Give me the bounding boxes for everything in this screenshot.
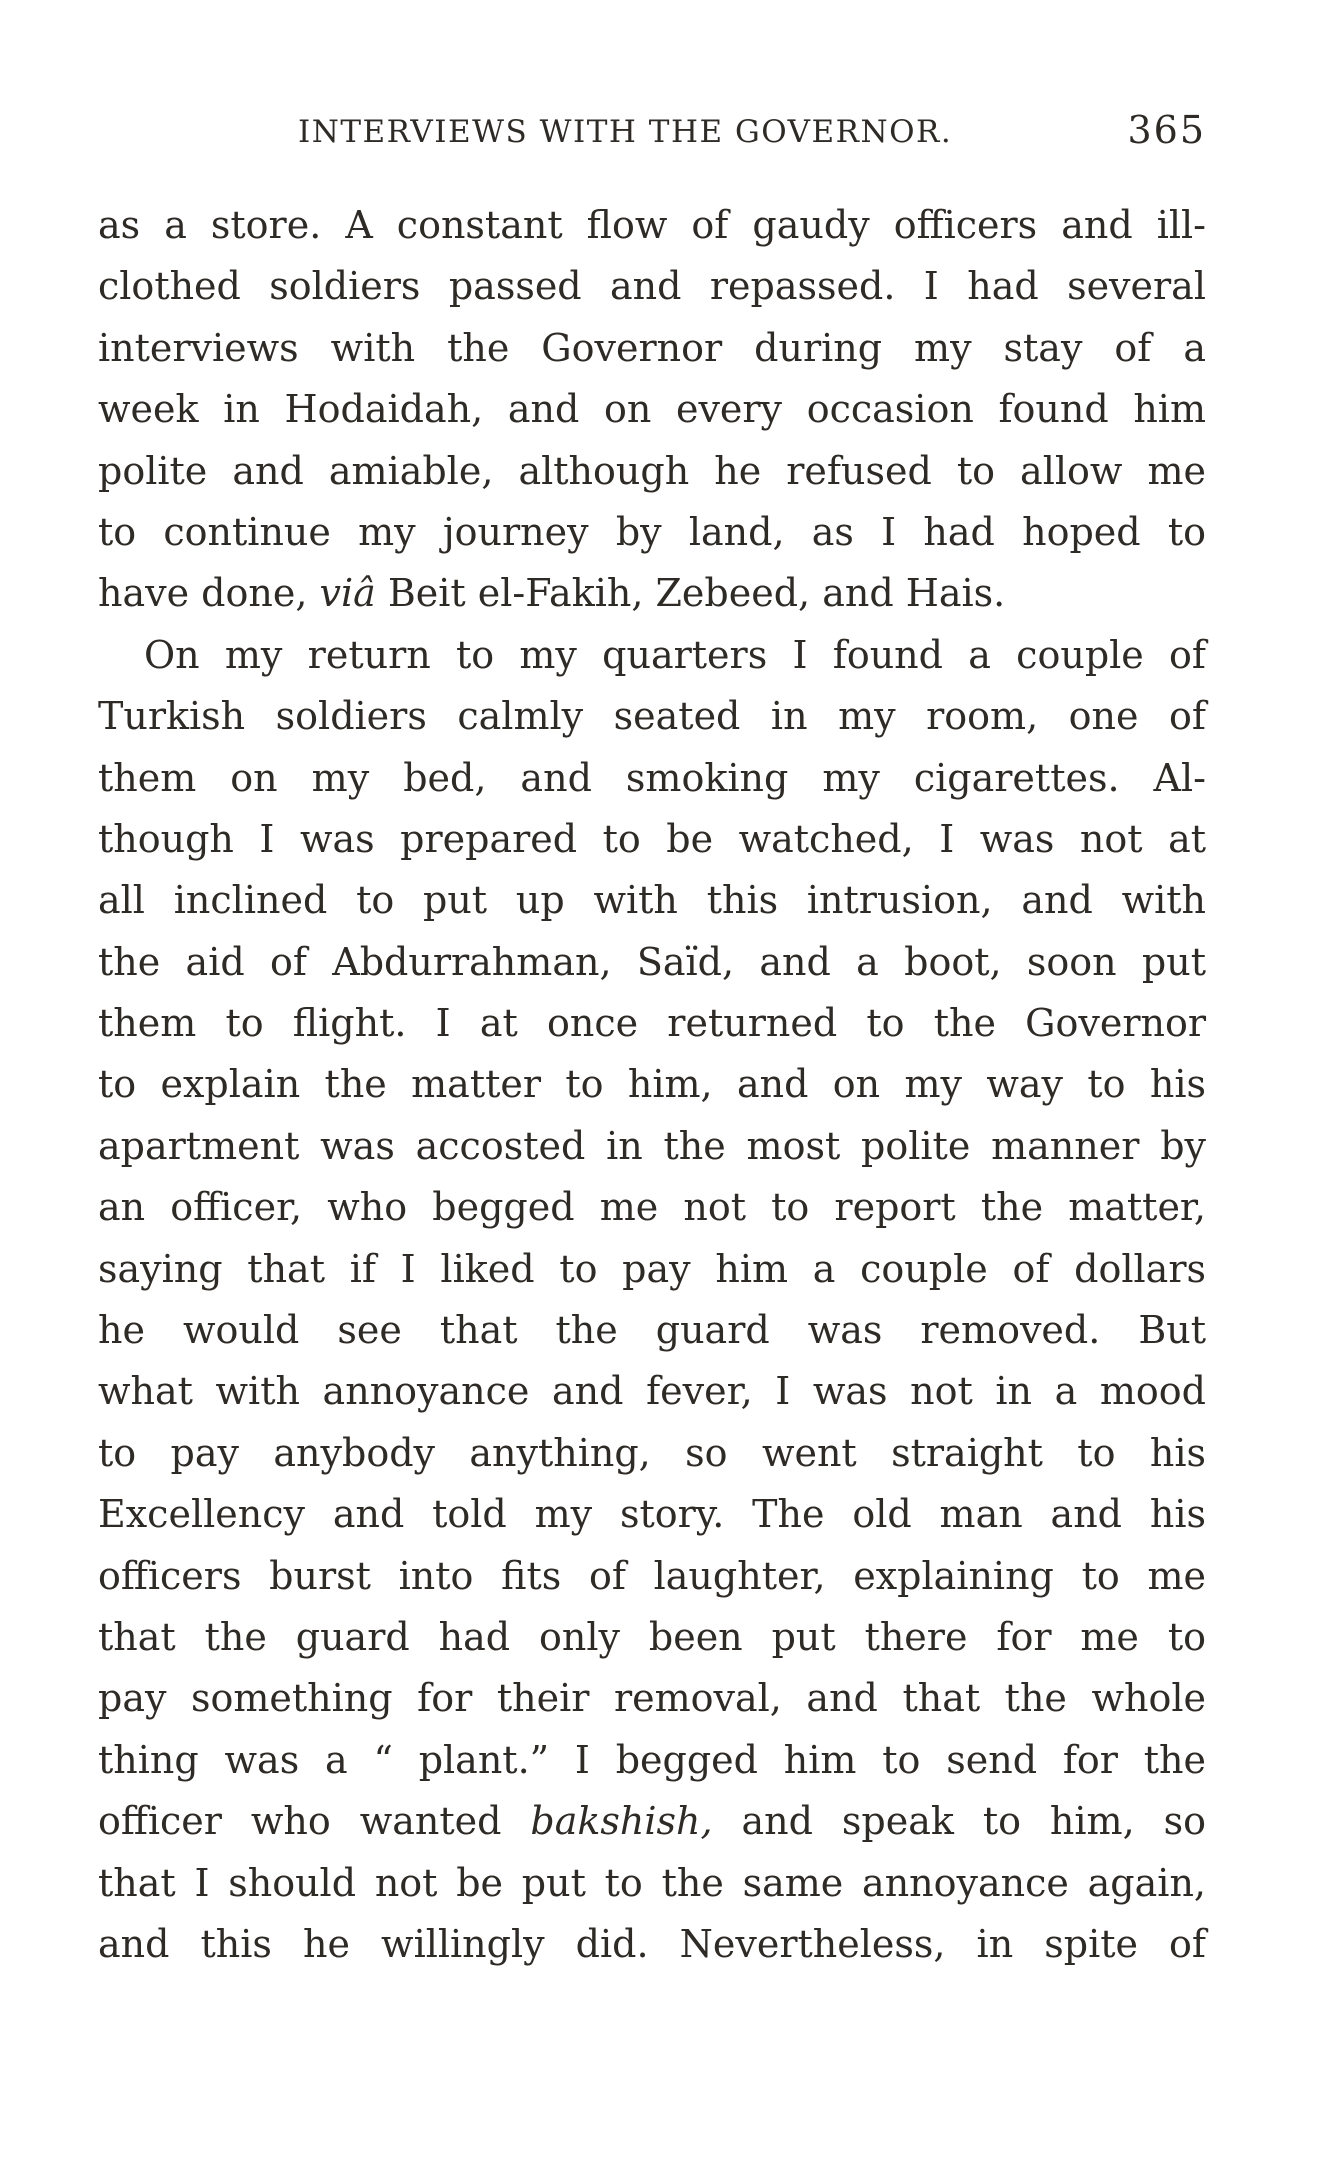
text-run: and speak to him, so xyxy=(712,1799,1206,1844)
text-line: though I was prepared to be watched, I was not at xyxy=(98,816,1206,861)
text-line xyxy=(98,1791,1206,1852)
italic-word: bakshish, xyxy=(530,1799,713,1844)
text-line: Turkish soldiers calmly seated in my room, one of xyxy=(98,694,1206,739)
text-line: that I should not be put to the same annoyance again, xyxy=(98,1860,1206,1905)
text-line: them on my bed, and smoking my cigarettes. Al- xyxy=(98,755,1206,800)
text-line: polite and amiable, although he refused to allow me xyxy=(98,448,1206,493)
text-line: he would see that the guard was removed. But xyxy=(98,1308,1206,1353)
body-text xyxy=(98,195,1206,1975)
text-line: an officer, who begged me not to report the matter, xyxy=(98,1185,1206,1230)
text-line: all inclined to put up with this intrusion, and with xyxy=(98,878,1206,923)
text-line: and this he willingly did. Nevertheless, in spite of xyxy=(98,1921,1206,1966)
text-line: as a store. A constant flow of gaudy officers and ill- xyxy=(98,203,1206,247)
text-line xyxy=(98,563,1206,624)
text-line: interviews with the Governor during my stay of a xyxy=(98,325,1206,370)
running-head xyxy=(98,106,1206,156)
text-line: apartment was accosted in the most polite manner by xyxy=(98,1123,1206,1168)
running-title: INTERVIEWS WITH THE GOVERNOR. xyxy=(298,114,953,150)
text-line: officers burst into fits of laughter, explaining to me xyxy=(98,1553,1206,1598)
text-line: to pay anybody anything, so went straight to his xyxy=(98,1430,1206,1475)
text-line: thing was a “ plant.” I begged him to send for the xyxy=(98,1737,1206,1782)
text-line: what with annoyance and fever, I was not in a mood xyxy=(98,1369,1206,1414)
text-line: to explain the matter to him, and on my way to his xyxy=(98,1062,1206,1107)
text-line: On my return to my quarters I found a couple of xyxy=(144,632,1206,677)
text-line: the aid of Abdurrahman, Saïd, and a boot, soon put xyxy=(98,939,1206,984)
page-number: 365 xyxy=(1127,108,1206,152)
text-line: to continue my journey by land, as I had hoped to xyxy=(98,509,1206,554)
text-run: Beit el-Fakih, Zebeed, and Hais. xyxy=(375,571,1006,616)
text-run: officer who wanted xyxy=(98,1799,531,1844)
text-line: week in Hodaidah, and on every occasion found him xyxy=(98,387,1206,432)
text-line: pay something for their removal, and that the whole xyxy=(98,1676,1206,1721)
text-line: saying that if I liked to pay him a couple of dollars xyxy=(98,1246,1206,1291)
text-line: Excellency and told my story. The old man and his xyxy=(98,1492,1206,1537)
text-line: that the guard had only been put there for me to xyxy=(98,1614,1206,1659)
text-line: them to flight. I at once returned to the Governor xyxy=(98,1001,1206,1046)
text-run: have done, xyxy=(98,571,320,616)
text-line: clothed soldiers passed and repassed. I had several xyxy=(98,264,1206,309)
italic-word: viâ xyxy=(319,571,376,616)
